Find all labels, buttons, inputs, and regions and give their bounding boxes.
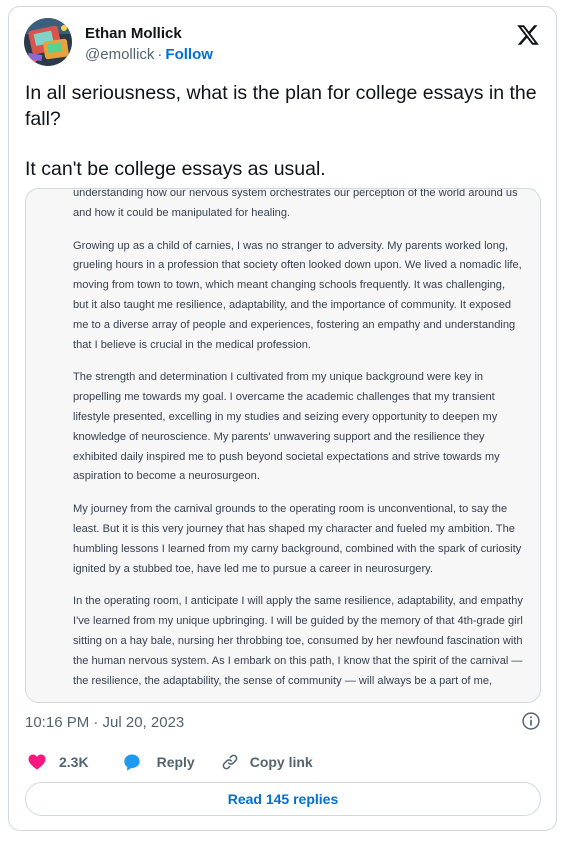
like-count: 2.3K — [59, 754, 89, 770]
reply-bubble-icon — [122, 752, 142, 772]
copy-link-button[interactable] — [220, 752, 313, 772]
essay-paragraph: Growing up as a child of carnies, I was no stranger to adversity. My parents worked long, grueling hours in a profession that society often looked down upon. We lived a nomadic life, moving from town to town, which meant changing schools frequently. It was challenging, but it also taught me resilience, adaptability, and the importance of community. It exposed me to a diverse array of people and experiences, fostering an empathy and understanding that I believe is crucial in the medical profession. — [73, 239, 522, 351]
tweet-media-screenshot[interactable] — [25, 188, 541, 703]
author-avatar[interactable] — [24, 18, 72, 66]
tweet-actions — [25, 750, 313, 774]
tweet-timestamp[interactable]: 10:16 PM · Jul 20, 2023 — [25, 714, 185, 731]
essay-paragraph: understanding how our nervous system orchestrates our perception of the world around us and how it could be manipulated for healing. — [73, 188, 518, 219]
essay-text — [73, 188, 523, 703]
read-replies-button[interactable]: Read 145 replies — [25, 782, 541, 816]
tweet-card — [8, 6, 557, 831]
follow-link[interactable]: Follow — [165, 46, 213, 63]
essay-paragraph: In the operating room, I anticipate I will apply the same resilience, adaptability, and empathy I've learned from my unique upbringing. I will be guided by the memory of that 4th-grade girl sitting on a hay bale, nursing her throbbing toe, consumed by her newfound fascination with the human nervous system. As I embark on this path, I know that the spirit of the carnival — the resilience, the adaptability, the sense of community — will always be a part of me, — [73, 595, 523, 687]
x-logo-icon[interactable] — [516, 23, 540, 47]
separator-dot: · — [157, 46, 163, 63]
author-name[interactable]: Ethan Mollick — [85, 25, 182, 42]
reply-label: Reply — [156, 754, 195, 770]
copy-link-label: Copy link — [249, 754, 313, 770]
heart-icon — [27, 752, 47, 772]
like-button[interactable] — [27, 752, 89, 772]
tweet-paragraph: It can't be college essays as usual. — [25, 158, 326, 180]
tweet-text — [25, 80, 545, 182]
essay-paragraph: The strength and determination I cultivated from my unique background were key in propelling me towards my goal. I overcame the academic challenges that my transient lifestyle presented, excelling in my studies and seizing every opportunity to deepen my knowledge of neuroscience. My parents' unwavering support and the resilience they exhibited daily inspired me to push beyond societal expectations and strive towards my aspiration to become a neurosurgeon. — [73, 371, 500, 483]
reply-button[interactable] — [122, 752, 195, 772]
author-handle-row — [85, 46, 213, 64]
author-handle[interactable]: @emollick — [85, 46, 155, 63]
info-icon[interactable] — [521, 711, 541, 731]
tweet-paragraph: In all seriousness, what is the plan for college essays in the fall? — [25, 82, 537, 130]
link-icon — [220, 752, 240, 772]
essay-paragraph: My journey from the carnival grounds to the operating room is unconventional, to say the least. But it is this very journey that has shaped my character and fueled my ambition. The humbling lessons I learned from my carny background, combined with the spark of curiosity ignited by a stubbed toe, have led me to pursue a career in neurosurgery. — [73, 503, 522, 575]
retro-computer-avatar-icon — [24, 18, 72, 66]
